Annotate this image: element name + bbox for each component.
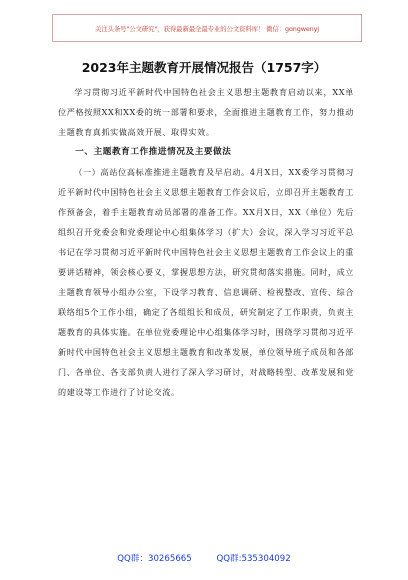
footer-qq-group-1: QQ群：30265665 — [117, 554, 192, 564]
banner-text: 关注头条号"公文研究"，获得最新最全最专业的公文资料库！ 微信：gongwenyj — [95, 24, 319, 33]
section-heading: 一、主题教育工作推进情况及主要做法 — [75, 147, 232, 157]
section-paragraph: （一）高站位高标准推进主题教育及早启动。4月X日，XX委学习贯彻习近平新时代中国特色社会主义思想主题教育工作会议后，立即召开主题教育工作预备会，着手主题教育动员部署的准备工作。XX月X日，XX（单位）先后组织召开党委会和党委理论中心组集体学习（扩大）会议，深入学习习近平总书记在学习贯彻习近平新时代中国特色社会主义思想主题教育工作会议上的重要讲话精神，领会核心要义，掌握思想方法，研究贯彻落实措施。同时，成立主题教育领导小组办公室，下设学习教育、信息调研、检视整改、宣传、综合联络组5个工作小组，确定了各组组长和成员，研究制定了工作职责，负责主题教育的具体实施。在单位党委理论中心组集体学习时，围绕学习贯彻习近平新时代中国特色社会主义思想主题教育和改革发展，单位领导班子成员和各部门、各单位、各支部负责人进行了深入学习研讨，对战略转型、改革发展和党的建设等工作进行了讨论交流。 — [58, 167, 354, 397]
header-banner — [52, 14, 362, 42]
document-body — [58, 82, 354, 402]
intro-paragraph: 学习贯彻习近平新时代中国特色社会主义思想主题教育启动以来，XX单位严格按照XX和XX委的统一部署和要求，全面推进主题教育工作，努力推动主题教育真抓实做高效开展、取得实效。 — [58, 87, 354, 137]
footer-qq-group-2: QQ群:535304092 — [216, 554, 291, 564]
document-title: 2023年主题教育开展情况报告（1757字） — [81, 60, 327, 75]
footer — [0, 552, 408, 564]
